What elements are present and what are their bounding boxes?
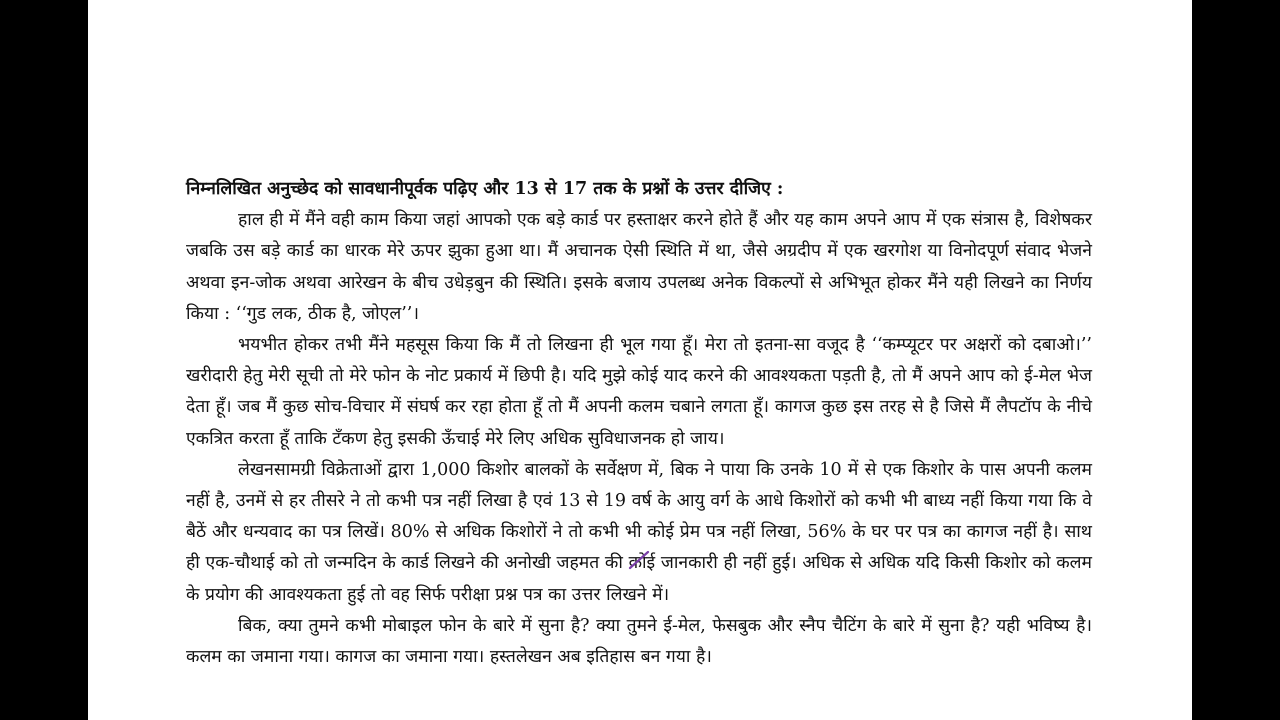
paragraph-1: हाल ही में मैंने वही काम किया जहां आपको एक बड़े कार्ड पर हस्ताक्षर करने होते हैं और यह काम अपने आप में एक संत्रास है, विशेषकर जबकि उस बड़े कार्ड का धारक मेरे ऊपर झुका हुआ था। मैं अचानक ऐसी स्थिति में था, जैसे अग्रदीप में एक खरगोश या विनोदपूर्ण संवाद भेजने अथवा इन-जोक अथवा आरेखन के बीच उधेड़बुन की स्थिति। इसके बजाय उपलब्ध अनेक विकल्पों से अभिभूत होकर मैंने यही लिखने का निर्णय किया : ‘‘गुड लक, ठीक है, जोएल’’।	[186, 210, 1092, 324]
paragraph-3: लेखनसामग्री विक्रेताओं द्वारा 1,000 किशोर बालकों के सर्वेक्षण में, बिक ने पाया कि उनके 10 में से एक किशोर के पास अपनी कलम नहीं है, उनमें से हर तीसरे ने तो कभी पत्र नहीं लिखा है एवं 13 से 19 वर्ष के आयु वर्ग के आधे किशोरों को कभी भी बाध्य नहीं किया गया कि वे बैठें और धन्यवाद का पत्र लिखें। 80% से अधिक किशोरों ने तो कभी भी कोई प्रेम पत्र नहीं लिखा, 56% के घर पर पत्र का कागज नहीं है। साथ ही एक-चौथाई को तो जन्मदिन के कार्ड लिखने की अनोखी जहमत की कोई जानकारी ही नहीं हुई। अधिक से अधिक यदि किसी किशोर को कलम के प्रयोग की आवश्यकता हुई तो वह सिर्फ परीक्षा प्रश्न पत्र का उत्तर लिखने में।	[186, 459, 1092, 605]
pen-annotation-mark	[626, 546, 654, 574]
paragraph-4: बिक, क्या तुमने कभी मोबाइल फोन के बारे में सुना है? क्या तुमने ई-मेल, फेसबुक और स्नैप चैटिंग के बारे में सुना है? यही भविष्य है। कलम का जमाना गया। कागज का जमाना गया। हस्तलेखन अब इतिहास बन गया है।	[186, 615, 1092, 668]
document-page	[88, 0, 1192, 720]
document-content	[186, 174, 1092, 673]
paragraph-2: भयभीत होकर तभी मैंने महसूस किया कि मैं तो लिखना ही भूल गया हूँ। मेरा तो इतना-सा वजूद है ‘‘कम्प्यूटर पर अक्षरों को दबाओ।’’ खरीदारी हेतु मेरी सूची तो मेरे फोन के नोट प्रकार्य में छिपी है। यदि मुझे कोई याद करने की आवश्यकता पड़ती है, तो मैं अपने आप को ई-मेल भेज देता हूँ। जब मैं कुछ सोच-विचार में संघर्ष कर रहा होता हूँ तो मैं अपनी कलम चबाने लगता हूँ। कागज कुछ इस तरह से है जिसे मैं लैपटॉप के नीचे एकत्रित करता हूँ ताकि टँकण हेतु इसकी ऊँचाई मेरे लिए अधिक सुविधाजनक हो जाय।	[186, 335, 1092, 449]
passage-heading: निम्नलिखित अनुच्छेद को सावधानीपूर्वक पढ़िए और 13 से 17 तक के प्रश्नों के उत्तर दीजिए :	[186, 179, 784, 199]
